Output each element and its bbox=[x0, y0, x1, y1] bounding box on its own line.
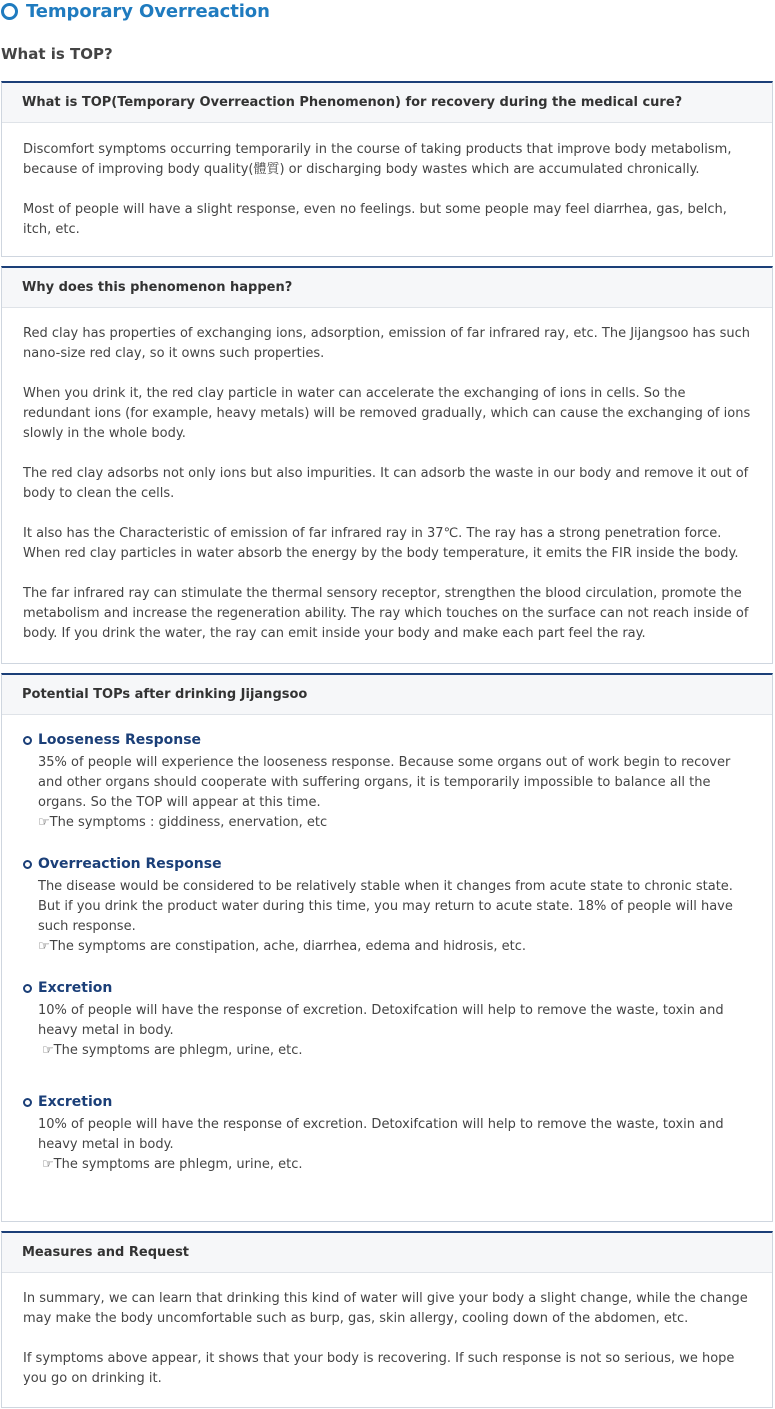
item-symptoms: ☞The symptoms are phlegm, urine, etc. bbox=[42, 1157, 303, 1172]
item-symptoms: ☞The symptoms : giddiness, enervation, etc bbox=[38, 815, 328, 830]
section-heading: What is TOP(Temporary Overreaction Phenomenon) for recovery during the medical cure? bbox=[2, 83, 772, 123]
section-heading: Potential TOPs after drinking Jijangsoo bbox=[2, 675, 772, 715]
page-subtitle: What is TOP? bbox=[1, 45, 113, 63]
section-what-is-top bbox=[1, 81, 773, 257]
paragraph: If symptoms above appear, it shows that your body is recovering. If such response is not so serious, we hope you go on drinking it. bbox=[23, 1351, 735, 1386]
item-text: 10% of people will have the response of excretion. Detoxifcation will help to remove the waste, toxin and heavy metal in body. bbox=[38, 1003, 724, 1038]
section-why bbox=[1, 266, 773, 664]
circle-bullet-icon bbox=[23, 860, 32, 869]
section-heading: Why does this phenomenon happen? bbox=[2, 268, 772, 308]
section-heading: Measures and Request bbox=[2, 1233, 772, 1273]
item-title: Excretion bbox=[38, 980, 113, 996]
page-title: Temporary Overreaction bbox=[26, 0, 270, 22]
list-item bbox=[23, 729, 754, 833]
paragraph: It also has the Characteristic of emission of far infrared ray in 37℃. The ray has a strong penetration force. When red clay particles in water absorb the energy by the body temperature, it emits the FIR inside the body. bbox=[23, 526, 739, 561]
circle-bullet-icon bbox=[23, 984, 32, 993]
page-title-row bbox=[0, 0, 270, 22]
list-item bbox=[23, 977, 754, 1061]
section-potential-tops bbox=[1, 673, 773, 1222]
item-text: 10% of people will have the response of excretion. Detoxifcation will help to remove the waste, toxin and heavy metal in body. bbox=[38, 1117, 724, 1152]
paragraph: The red clay adsorbs not only ions but also impurities. It can adsorb the waste in our body and remove it out of body to clean the cells. bbox=[23, 466, 749, 501]
item-text: 35% of people will experience the looseness response. Because some organs out of work begin to recover and other organs should cooperate with suffering organs, it is temporarily impossible to balance all the organs. So the TOP will appear at this time. bbox=[38, 755, 731, 810]
item-title: Excretion bbox=[38, 1094, 113, 1110]
item-symptoms: ☞The symptoms are phlegm, urine, etc. bbox=[42, 1043, 303, 1058]
item-symptoms: ☞The symptoms are constipation, ache, diarrhea, edema and hidrosis, etc. bbox=[38, 939, 526, 954]
paragraph: Discomfort symptoms occurring temporarily in the course of taking products that improve body metabolism, because of improving body quality(體質) or discharging body wastes which are accumulated chronically. bbox=[23, 142, 732, 177]
section-measures bbox=[1, 1231, 773, 1408]
circle-bullet-icon bbox=[23, 1098, 32, 1107]
item-title: Looseness Response bbox=[38, 732, 202, 748]
circle-bullet-icon bbox=[23, 736, 32, 745]
paragraph: In summary, we can learn that drinking this kind of water will give your body a slight change, while the change may make the body uncomfortable such as burp, gas, skin allergy, cooling down of the abdomen, etc. bbox=[23, 1291, 748, 1326]
paragraph: Most of people will have a slight response, even no feelings. but some people may feel diarrhea, gas, belch, itch, etc. bbox=[23, 202, 727, 237]
paragraph: Red clay has properties of exchanging ions, adsorption, emission of far infrared ray, etc. The Jijangsoo has such nano-size red clay, so it owns such properties. bbox=[23, 326, 751, 361]
item-text: The disease would be considered to be relatively stable when it changes from acute state to chronic state. But if you drink the product water during this time, you may return to acute state. 18% of people will have such response. bbox=[38, 879, 733, 934]
list-item bbox=[23, 853, 754, 957]
item-title: Overreaction Response bbox=[38, 856, 222, 872]
list-item bbox=[23, 1091, 754, 1175]
paragraph: The far infrared ray can stimulate the thermal sensory receptor, strengthen the blood circulation, promote the metabolism and increase the regeneration ability. The ray which touches on the surface can not reach inside of body. If you drink the water, the ray can emit inside your body and make each part feel the ray. bbox=[23, 586, 749, 641]
paragraph: When you drink it, the red clay particle in water can accelerate the exchanging of ions in cells. So the redundant ions (for example, heavy metals) will be removed gradually, which can cause the exchanging of ions slowly in the whole body. bbox=[23, 386, 751, 441]
title-bullet-icon bbox=[1, 3, 18, 20]
